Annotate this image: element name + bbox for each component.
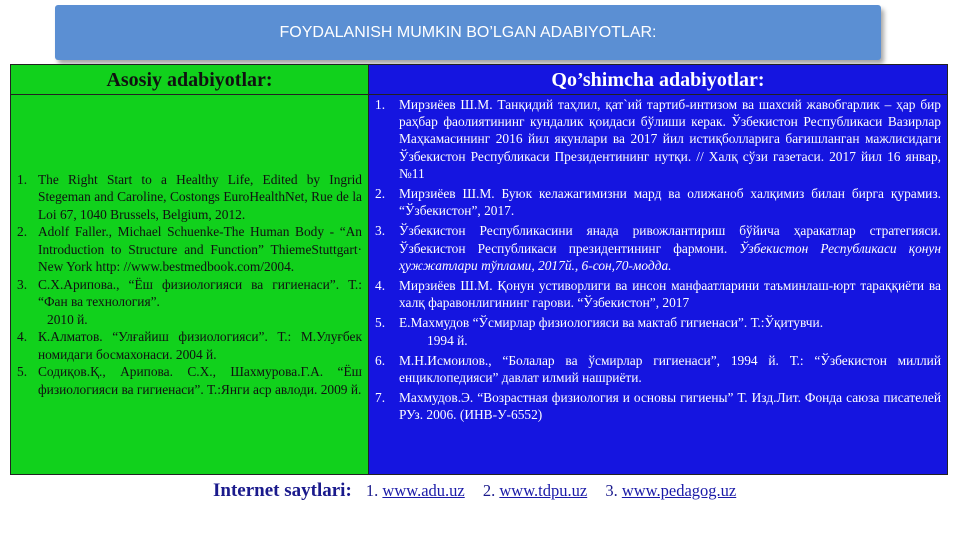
list-item: 5. Е.Махмудов “Ўсмирлар физиологияси ва мактаб гигиенаси”. Т.:Ўқитувчи. 1994 й. [375, 315, 824, 348]
link-pedagog[interactable]: www.pedagog.uz [621, 481, 737, 500]
list-item: 6. М.Н.Исмоилов., “Болалар ва ўсмирлар гигиенаси”, 1994 й. Т.: “Ўзбекистон миллий енциклопедияси” давлат илмий нашриёти. [375, 352, 941, 386]
list-item: 4. Мирзиёев Ш.М. Қонун устиворлиги ва инсон манфаатларини таъминлаш-юрт тараққиёти ва халқ фаравонлигининг гарови. “Ўзбекистон”, 2017 [375, 278, 941, 311]
main-references-column [11, 65, 369, 474]
title-banner [55, 5, 881, 60]
page-title: FOYDALANISH MUMKIN BO’LGAN ADABIYOTLAR: [279, 24, 657, 41]
link-tdpu[interactable]: www.tdpu.uz [499, 481, 588, 500]
main-references-list [11, 171, 368, 399]
list-item: 1. Мирзиёев Ш.М. Танқидий таҳлил, қат`ий тартиб-интизом ва шахсий жавобгарлик – ҳар бир раҳбар фаолиятининг кундалик қоидаси бўлиши керак. Ўзбекистон Республикаси Вазирлар Маҳкамасининг 2016 йил якунлари ва 2017 йил истиқболларига бағишланган мажлисидаги Ўзбекистон Республикаси Президентининг нутқи. // Халқ сўзи газетаси. 2017 йил 16 январ, №11 [375, 97, 941, 181]
references-table [10, 64, 948, 475]
additional-references-column [369, 65, 947, 474]
internet-sites: Internet saytlari: 1. www.adu.uz 2. www.tdpu.uz 3. www.pedagog.uz [213, 480, 737, 501]
additional-references-header: Qo’shimcha adabiyotlar: [369, 65, 947, 95]
list-item: 1. The Right Start to a Healthy Life, Edited by Ingrid Stegeman and Caroline, Costongs EuroHealthNet, Rue de la Loi 67, 1040 Brussels, Belgium, 2012. [17, 171, 362, 222]
main-references-header: Asosiy adabiyotlar: [11, 65, 368, 95]
list-item: 3. С.Х.Арипова., “Ёш физиологияси ва гигиенаси”. Т.: “Фан ва технология”. 2010 й. [17, 276, 362, 327]
list-item: 7. Махмудов.Э. “Возрастная физиология и основы гигиены” Т. Изд.Лит. Фонда саюза писателей РУз. 2006. (ИНВ-У-6552) [375, 390, 941, 423]
internet-sites-label: Internet saytlari: [213, 480, 352, 501]
list-item: 2. Мирзиёев Ш.М. Буюк келажагимизни мард ва олижаноб халқимиз билан бирга қурамиз. “Ўзбекистон”, 2017. [375, 186, 941, 219]
link-adu[interactable]: www.adu.uz [382, 481, 465, 500]
list-item: 5. Содиқов.Қ., Арипова. С.Х., Шахмурова.Г.А. “Ёш физиологияси ва гигиенаси”. Т.:Янги аср авлоди. 2009 й. [17, 364, 362, 397]
additional-references-list [369, 95, 947, 427]
list-item: 2. Adolf Faller., Michael Schuenke-The Human Body - “An Introduction to Structure and Function” ThiemeStuttgart· New York http: //www.bestmedbook.com/2004. [17, 224, 362, 275]
list-item: 4. К.Алматов. “Улғайиш физиологияси”. Т.: М.Улуғбек номидаги босмахонаси. 2004 й. [17, 329, 362, 362]
list-item: 3. Ўзбекистон Республикасини янада ривожлантириш бўйича ҳаракатлар стратегияси. Ўзбекистон Республикаси президентининг фармони. Ўзбекистон Республикаси қонун ҳужжатлари тўплами, 2017й., 6-сон,70-модда. [375, 223, 941, 273]
main-references-body [11, 95, 368, 474]
